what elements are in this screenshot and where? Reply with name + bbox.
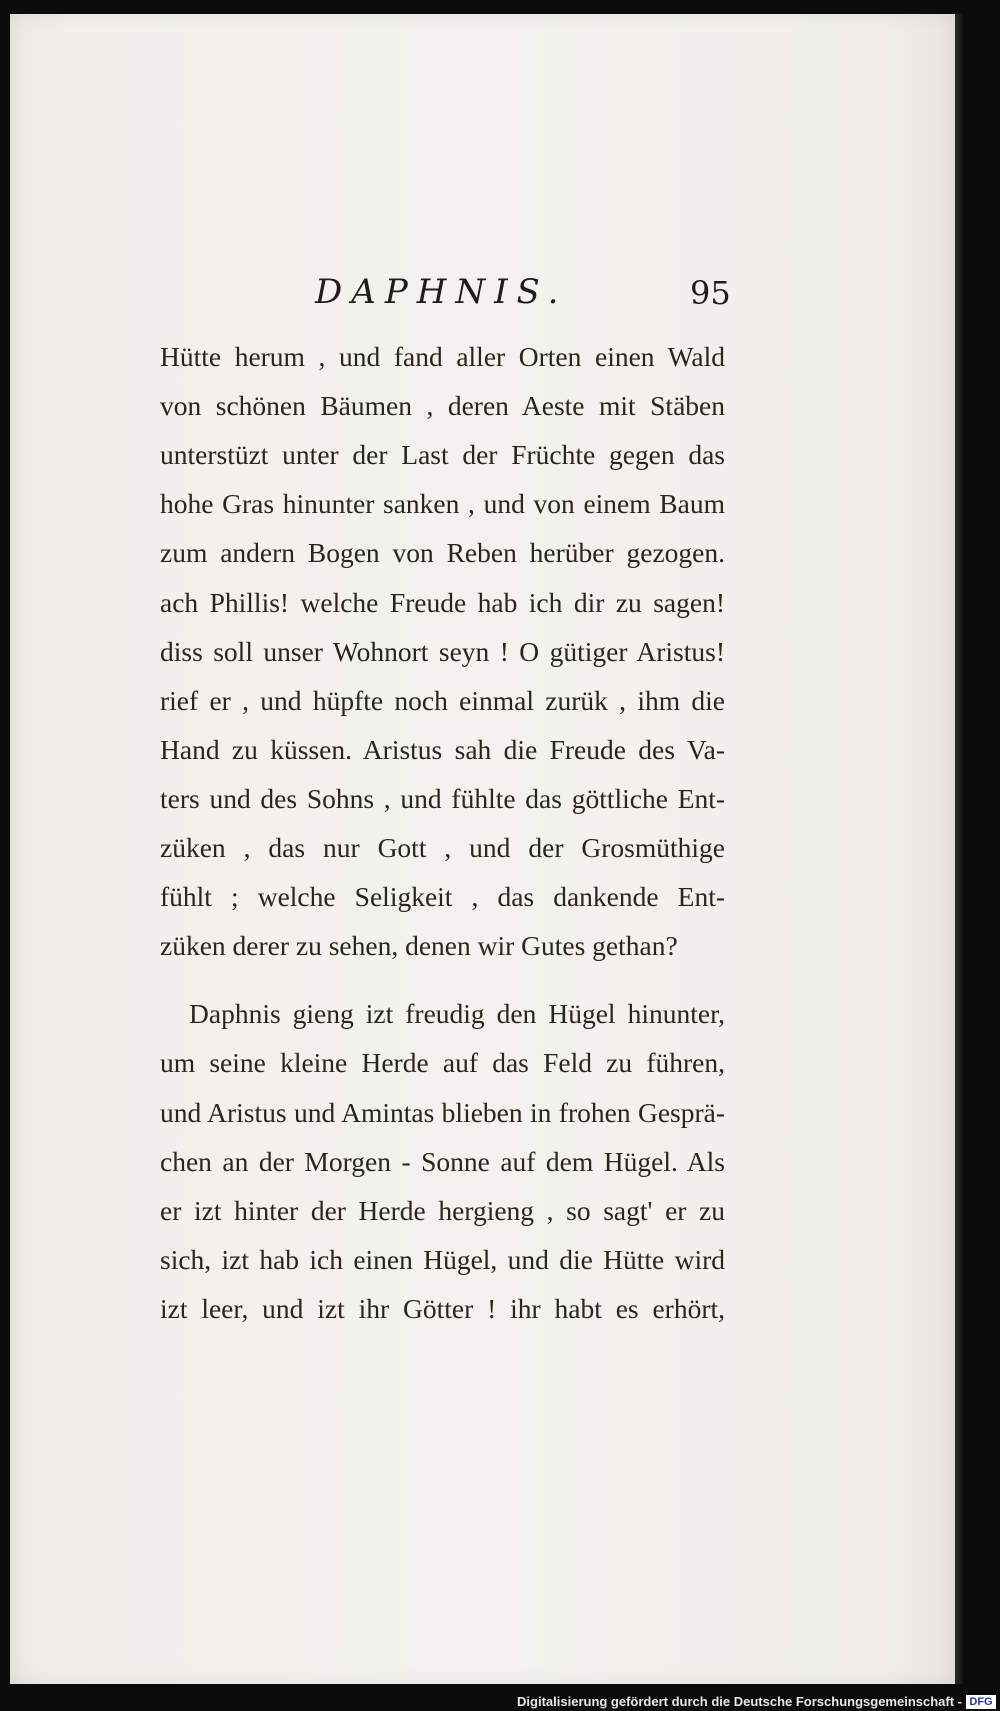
text-line: hohe Gras hinunter sanken , und von einem Baum bbox=[160, 488, 725, 519]
text-line: chen an der Morgen - Sonne auf dem Hügel. Als bbox=[160, 1146, 725, 1177]
text-line: er izt hinter der Herde hergieng , so sagt' er zu bbox=[160, 1195, 725, 1226]
text-line: unterstüzt unter der Last der Früchte gegen das bbox=[160, 439, 725, 470]
text-line: von schönen Bäumen , deren Aeste mit Stäben bbox=[160, 390, 725, 421]
text-line: izt leer, und izt ihr Götter ! ihr habt es erhört, bbox=[160, 1293, 725, 1324]
running-head: DAPHNIS. bbox=[315, 272, 568, 312]
page-number: 95 bbox=[690, 274, 731, 312]
text-line: züken derer zu sehen, denen wir Gutes gethan? bbox=[160, 930, 678, 961]
text-line: diss soll unser Wohnort seyn ! O gütiger Aristus! bbox=[160, 636, 725, 667]
text-line: ach Phillis! welche Freude hab ich dir zu sagen! bbox=[160, 587, 725, 618]
text-line: und Aristus und Amintas blieben in frohen Gesprä- bbox=[160, 1097, 725, 1128]
text-line: ters und des Sohns , und fühlte das göttliche Ent- bbox=[160, 783, 725, 814]
text-line: um seine kleine Herde auf das Feld zu führen, bbox=[160, 1047, 725, 1078]
text-line: züken , das nur Gott , und der Grosmüthige bbox=[160, 832, 725, 863]
text-line: rief er , und hüpfte noch einmal zurük , ihm die bbox=[160, 685, 725, 716]
dfg-logo: DFG bbox=[966, 1695, 996, 1709]
digitization-credit: Digitalisierung gefördert durch die Deutsche Forschungsgemeinschaft - bbox=[517, 1694, 962, 1709]
text-line: sich, izt hab ich einen Hügel, und die Hütte wird bbox=[160, 1244, 725, 1275]
text-line: Daphnis gieng izt freudig den Hügel hinunter, bbox=[189, 998, 725, 1029]
text-line: Hütte herum , und fand aller Orten einen Wald bbox=[160, 341, 725, 372]
text-line: Hand zu küssen. Aristus sah die Freude des Va- bbox=[160, 734, 725, 765]
text-line: fühlt ; welche Seligkeit , das dankende Ent- bbox=[160, 881, 725, 912]
text-line: zum andern Bogen von Reben herüber gezogen. bbox=[160, 537, 725, 568]
page-edge bbox=[955, 14, 963, 1684]
